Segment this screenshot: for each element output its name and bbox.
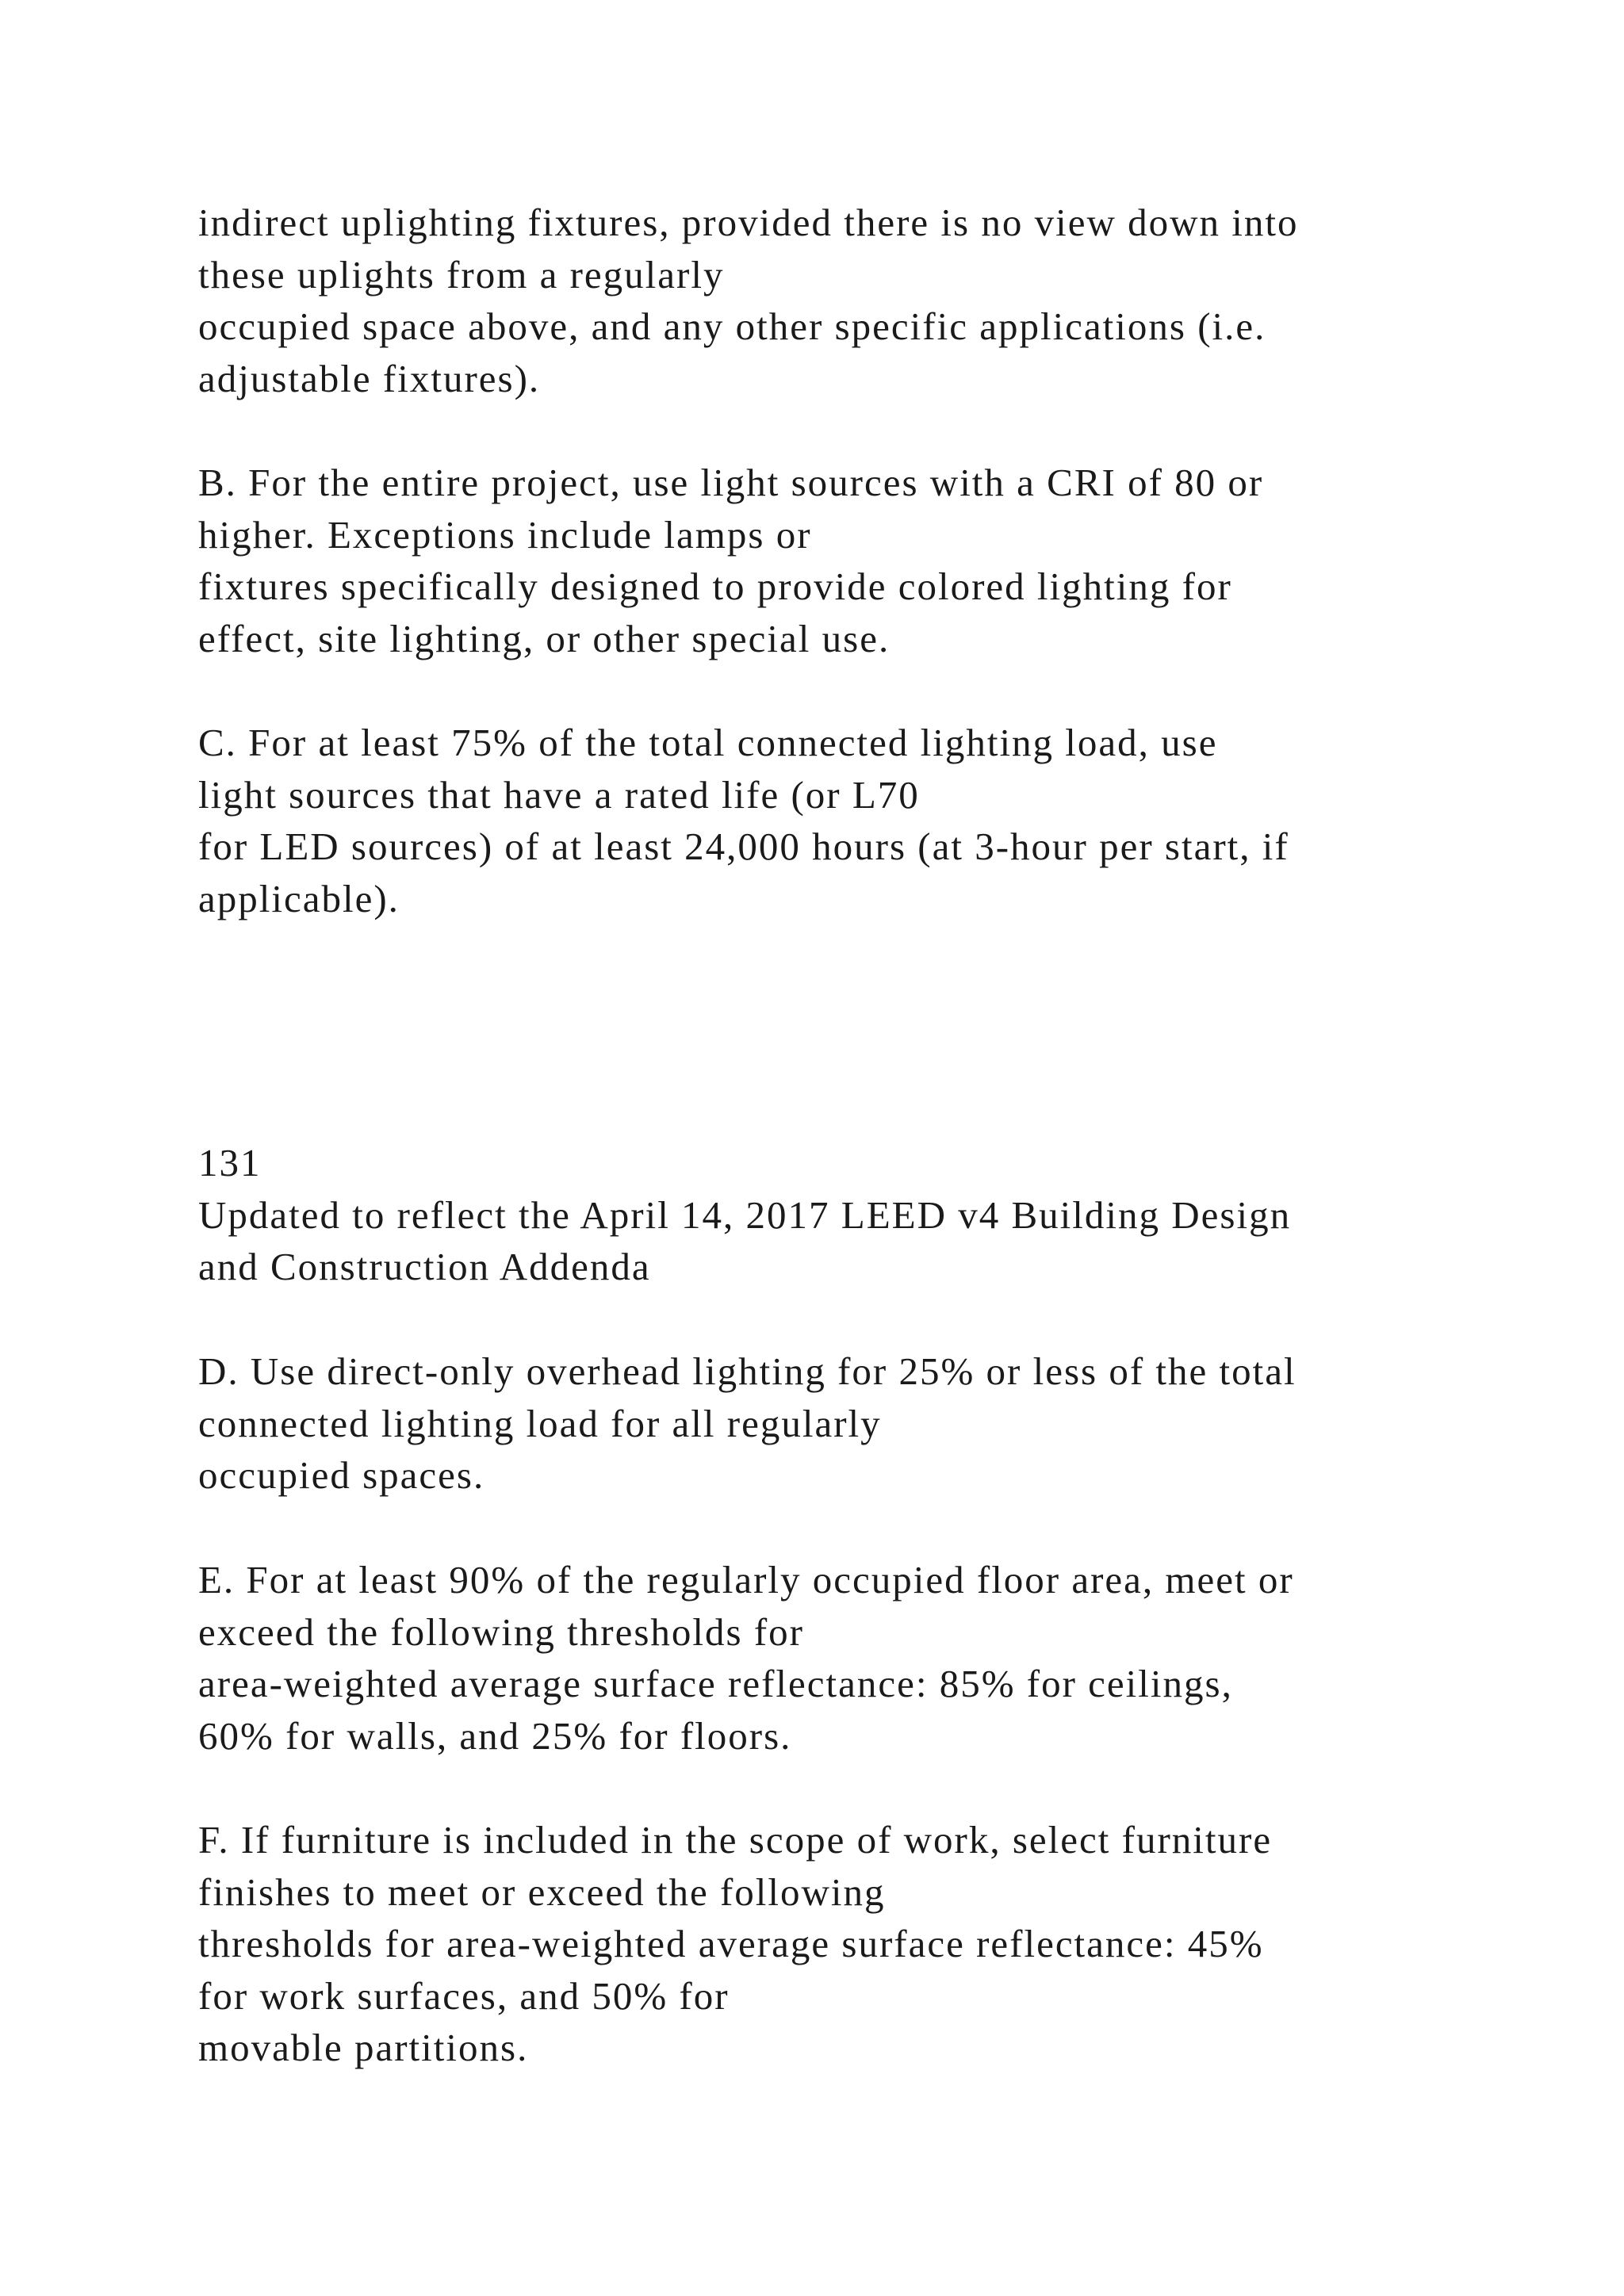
footer-text-line: Updated to reflect the April 14, 2017 LEED v4 Building Design (198, 1192, 1292, 1237)
text-line: 60% for walls, and 25% for floors. (198, 1713, 792, 1758)
text-line: adjustable fixtures). (198, 356, 541, 400)
text-line: effect, site lighting, or other special use. (198, 616, 891, 660)
text-line: fixtures specifically designed to provide colored lighting for (198, 564, 1232, 609)
text-line: finishes to meet or exceed the following (198, 1869, 886, 1914)
text-line: C. For at least 75% of the total connected lighting load, use (198, 721, 1218, 764)
text-line: higher. Exceptions include lamps or (198, 512, 812, 557)
paragraph-a-continued (198, 197, 1483, 404)
text-line: E. For at least 90% of the regularly occupied floor area, meet or (198, 1558, 1294, 1601)
text-line: for work surfaces, and 50% for (198, 1973, 730, 2018)
text-line: for LED sources) of at least 24,000 hours (at 3-hour per start, if (198, 825, 1289, 869)
page-number: 131 (198, 1141, 262, 1184)
text-line: indirect uplighting fixtures, provided there is no view down into (198, 201, 1299, 244)
paragraph-d (198, 1345, 1483, 1502)
text-line: area-weighted average surface reflectance: 85% for ceilings, (198, 1662, 1233, 1706)
text-line: thresholds for area-weighted average surface reflectance: 45% (198, 1922, 1264, 1966)
text-line: B. For the entire project, use light sources with a CRI of 80 or (198, 461, 1264, 504)
text-line: F. If furniture is included in the scope of work, select furniture (198, 1818, 1273, 1862)
text-line: occupied space above, and any other specific applications (i.e. (198, 304, 1266, 349)
page-footer (198, 1137, 1483, 1293)
text-line: connected lighting load for all regularly (198, 1401, 882, 1445)
text-line: D. Use direct-only overhead lighting for 25% or less of the total (198, 1349, 1297, 1393)
text-line: applicable). (198, 876, 400, 920)
text-line: exceed the following thresholds for (198, 1609, 804, 1654)
text-line: movable partitions. (198, 2026, 529, 2070)
paragraph-c (198, 717, 1483, 924)
text-line: light sources that have a rated life (or L70 (198, 772, 920, 817)
text-line: occupied spaces. (198, 1453, 485, 1498)
paragraph-b (198, 457, 1483, 664)
paragraph-e (198, 1554, 1483, 1762)
footer-text-line: and Construction Addenda (198, 1245, 651, 1289)
paragraph-f (198, 1814, 1483, 2074)
text-line: these uplights from a regularly (198, 252, 725, 297)
